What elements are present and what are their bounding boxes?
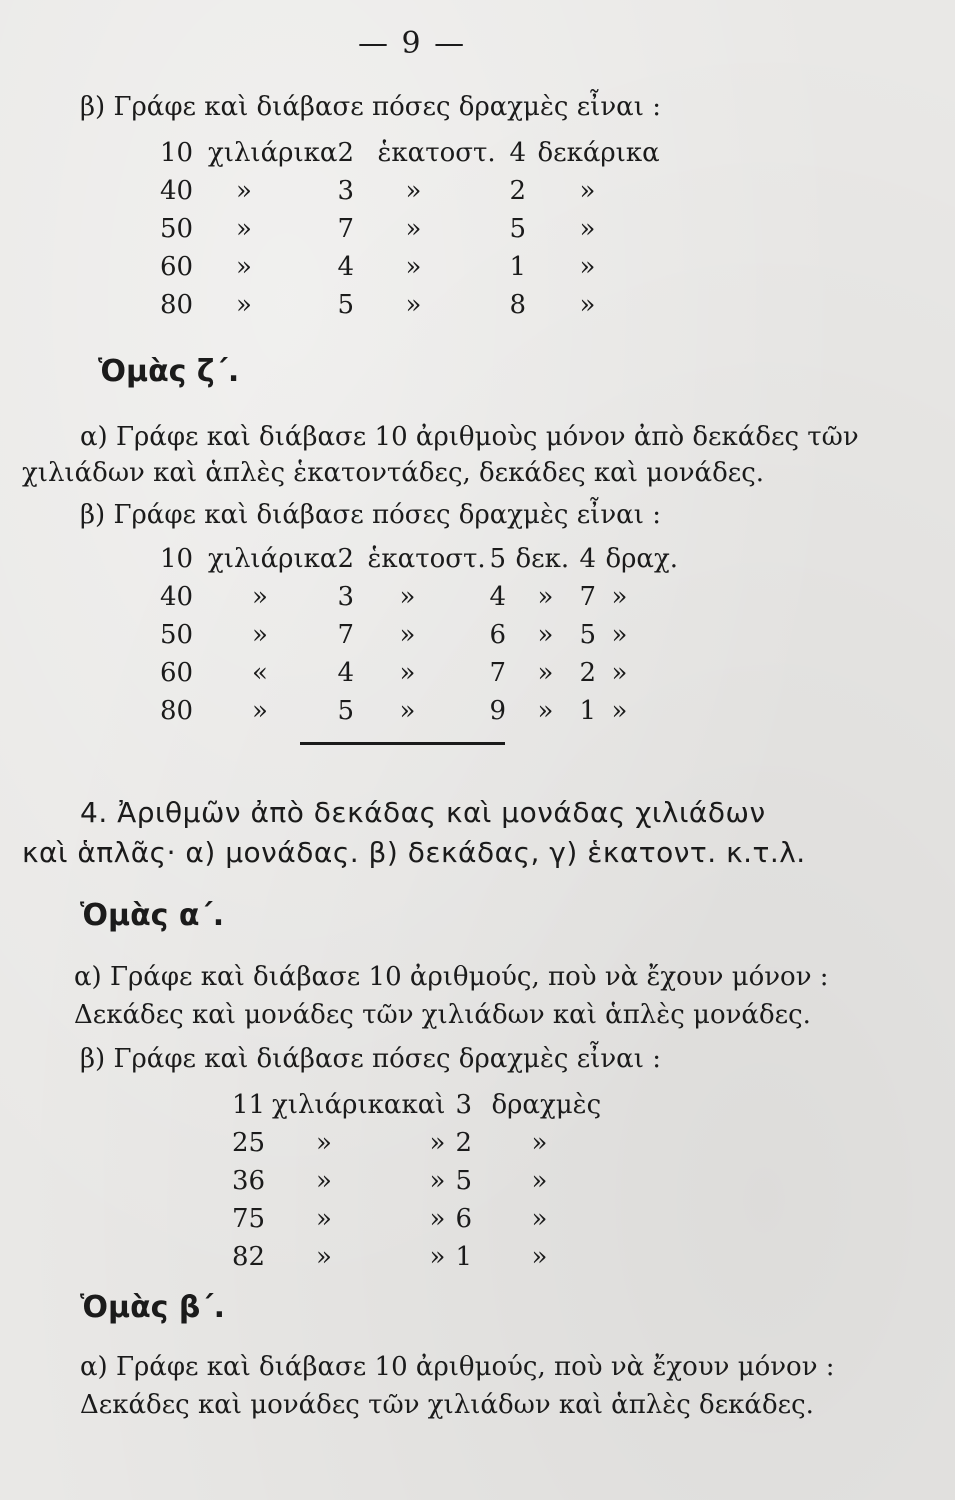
table-row [160, 286, 660, 324]
table-cell: 2 [455, 1128, 473, 1158]
table-cell: χιλιάρικα [272, 1090, 402, 1120]
table-cell: 1 [579, 696, 597, 726]
table-cell: 6 [489, 620, 507, 650]
table-cell: 2 [337, 138, 355, 168]
table-cell: 3 [337, 176, 355, 206]
table-cell: χιλιάρικα [208, 544, 338, 574]
table-row [232, 1162, 601, 1200]
table-cell: » [236, 214, 252, 244]
table-cell: » [252, 696, 268, 726]
table-cell: » [531, 1204, 548, 1234]
table-cell: » [537, 582, 554, 612]
group-a-table [232, 1086, 601, 1276]
table-cell: « [252, 658, 268, 688]
table-cell: » [399, 658, 416, 688]
table-cell: 60 [160, 252, 194, 282]
table-cell: » [537, 658, 554, 688]
table-cell: 50 [160, 620, 194, 650]
section4-title-line1: 4. Ἀριθμῶν ἀπὸ δεκάδας καὶ μονάδας χιλιάδων [80, 796, 766, 829]
table-cell: 82 [232, 1242, 266, 1272]
table-cell: 7 [337, 620, 355, 650]
table-cell: 36 [232, 1166, 266, 1196]
table-row [160, 172, 660, 210]
table-cell: 10 [160, 138, 194, 168]
table-cell: » [316, 1204, 332, 1234]
table-cell: 11 [232, 1090, 266, 1120]
group-z-a-line1: α) Γράφε καὶ διάβασε 10 ἀριθμοὺς μόνον ἀπὸ δεκάδες τῶν [80, 422, 859, 452]
table-cell: » [537, 620, 554, 650]
group-z-heading: Ὁμὰς ζ΄. [98, 354, 240, 389]
table-cell: » [429, 1128, 446, 1158]
group-z-b-instruction: β) Γράφε καὶ διάβασε πόσες δραχμὲς εἶναι : [80, 500, 661, 530]
group-a-heading: Ὁμὰς α΄. [80, 898, 225, 933]
table-cell: 40 [160, 176, 194, 206]
block1-instruction: β) Γράφε καὶ διάβασε πόσες δραχμὲς εἶναι : [80, 92, 661, 122]
table-cell: 1 [455, 1242, 473, 1272]
table-row [232, 1086, 601, 1124]
table-cell: » [405, 290, 422, 320]
table-cell: 1 [509, 252, 527, 282]
group-b-a-line2: Δεκάδες καὶ μονάδες τῶν χιλιάδων καὶ ἁπλὲς δεκάδες. [80, 1390, 814, 1420]
table-cell: » [579, 252, 596, 282]
table-cell: 2 [579, 658, 597, 688]
table-row [232, 1238, 601, 1276]
table-cell: 8 [509, 290, 527, 320]
table-cell: 10 [160, 544, 194, 574]
table-cell: 3 [337, 582, 355, 612]
table-cell: » [316, 1166, 332, 1196]
table-cell: 2 [337, 544, 355, 574]
table-cell: 5 [455, 1166, 473, 1196]
table-cell: 9 [489, 696, 507, 726]
table-cell: 3 [455, 1090, 473, 1120]
table-cell: » [429, 1166, 446, 1196]
group-b-heading: Ὁμὰς β΄. [80, 1290, 226, 1325]
table-cell: 5 [489, 544, 507, 574]
table-cell: 6 [455, 1204, 473, 1234]
table-row [232, 1200, 601, 1238]
group-z-table [160, 540, 678, 730]
group-a-b-instruction: β) Γράφε καὶ διάβασε πόσες δραχμὲς εἶναι : [80, 1044, 661, 1074]
table-row [160, 654, 678, 692]
table-cell: » [579, 214, 596, 244]
table-cell: » [537, 696, 554, 726]
table-row [160, 134, 660, 172]
table-cell: » [236, 252, 252, 282]
table-cell: » [252, 582, 268, 612]
table-cell: 7 [489, 658, 507, 688]
table-cell: » [252, 620, 268, 650]
table-cell: 5 [579, 620, 597, 650]
table-cell: 4 [489, 582, 507, 612]
table-cell: 60 [160, 658, 194, 688]
table-cell: 2 [509, 176, 527, 206]
table-cell: 5 [509, 214, 527, 244]
table-cell: » [611, 582, 628, 612]
table-cell: » [429, 1242, 446, 1272]
group-b-a-line1: α) Γράφε καὶ διάβασε 10 ἀριθμούς, ποὺ νὰ ἔχουν μόνον : [80, 1352, 835, 1382]
table-row [160, 578, 678, 616]
table-cell: » [611, 696, 628, 726]
table-cell: » [405, 176, 422, 206]
table-cell: 40 [160, 582, 194, 612]
table-cell: δεκάρικα [537, 138, 660, 168]
table-cell: ἑκατοστ. [367, 544, 486, 574]
table-cell: » [531, 1166, 548, 1196]
table-row [160, 616, 678, 654]
section-divider [300, 742, 505, 745]
table-cell: » [405, 214, 422, 244]
table-cell: καὶ [401, 1090, 446, 1120]
table-cell: » [236, 290, 252, 320]
table-cell: » [316, 1128, 332, 1158]
table-cell: 25 [232, 1128, 266, 1158]
table-cell: 80 [160, 696, 194, 726]
table-cell: » [316, 1242, 332, 1272]
table-cell: δραχ. [605, 544, 678, 574]
page-number: — 9 — [358, 26, 467, 61]
group-z-a-line2: χιλιάδων καὶ ἁπλὲς ἑκατοντάδες, δεκάδες καὶ μονάδες. [22, 458, 765, 488]
table-cell: » [531, 1242, 548, 1272]
table-row [160, 540, 678, 578]
table-cell: 5 [337, 290, 355, 320]
table-cell: » [579, 176, 596, 206]
table-cell: 4 [337, 252, 355, 282]
table-cell: ἑκατοστ. [377, 138, 496, 168]
block1-table [160, 134, 660, 324]
table-row [160, 210, 660, 248]
table-row [160, 248, 660, 286]
table-cell: » [399, 620, 416, 650]
table-cell: 4 [509, 138, 527, 168]
table-cell: δεκ. [515, 544, 570, 574]
table-cell: 5 [337, 696, 355, 726]
section4-title-line2: καὶ ἁπλᾶς· α) μονάδας. β) δεκάδας, γ) ἑκατοντ. κ.τ.λ. [22, 836, 806, 869]
table-cell: 80 [160, 290, 194, 320]
table-cell: » [611, 620, 628, 650]
table-cell: » [429, 1204, 446, 1234]
group-a-a-line1: α) Γράφε καὶ διάβασε 10 ἀριθμούς, ποὺ νὰ ἔχουν μόνον : [74, 962, 829, 992]
table-cell: 7 [337, 214, 355, 244]
table-cell: χιλιάρικα [208, 138, 338, 168]
table-cell: 50 [160, 214, 194, 244]
table-cell: 7 [579, 582, 597, 612]
table-cell: » [579, 290, 596, 320]
table-row [160, 692, 678, 730]
table-cell: » [531, 1128, 548, 1158]
table-cell: δραχμὲς [491, 1090, 602, 1120]
table-cell: » [399, 582, 416, 612]
group-a-a-line2: Δεκάδες καὶ μονάδες τῶν χιλιάδων καὶ ἁπλὲς μονάδες. [74, 1000, 811, 1030]
table-cell: » [405, 252, 422, 282]
table-cell: 75 [232, 1204, 266, 1234]
table-cell: 4 [337, 658, 355, 688]
table-cell: » [399, 696, 416, 726]
table-row [232, 1124, 601, 1162]
table-cell: 4 [579, 544, 597, 574]
table-cell: » [611, 658, 628, 688]
table-cell: » [236, 176, 252, 206]
